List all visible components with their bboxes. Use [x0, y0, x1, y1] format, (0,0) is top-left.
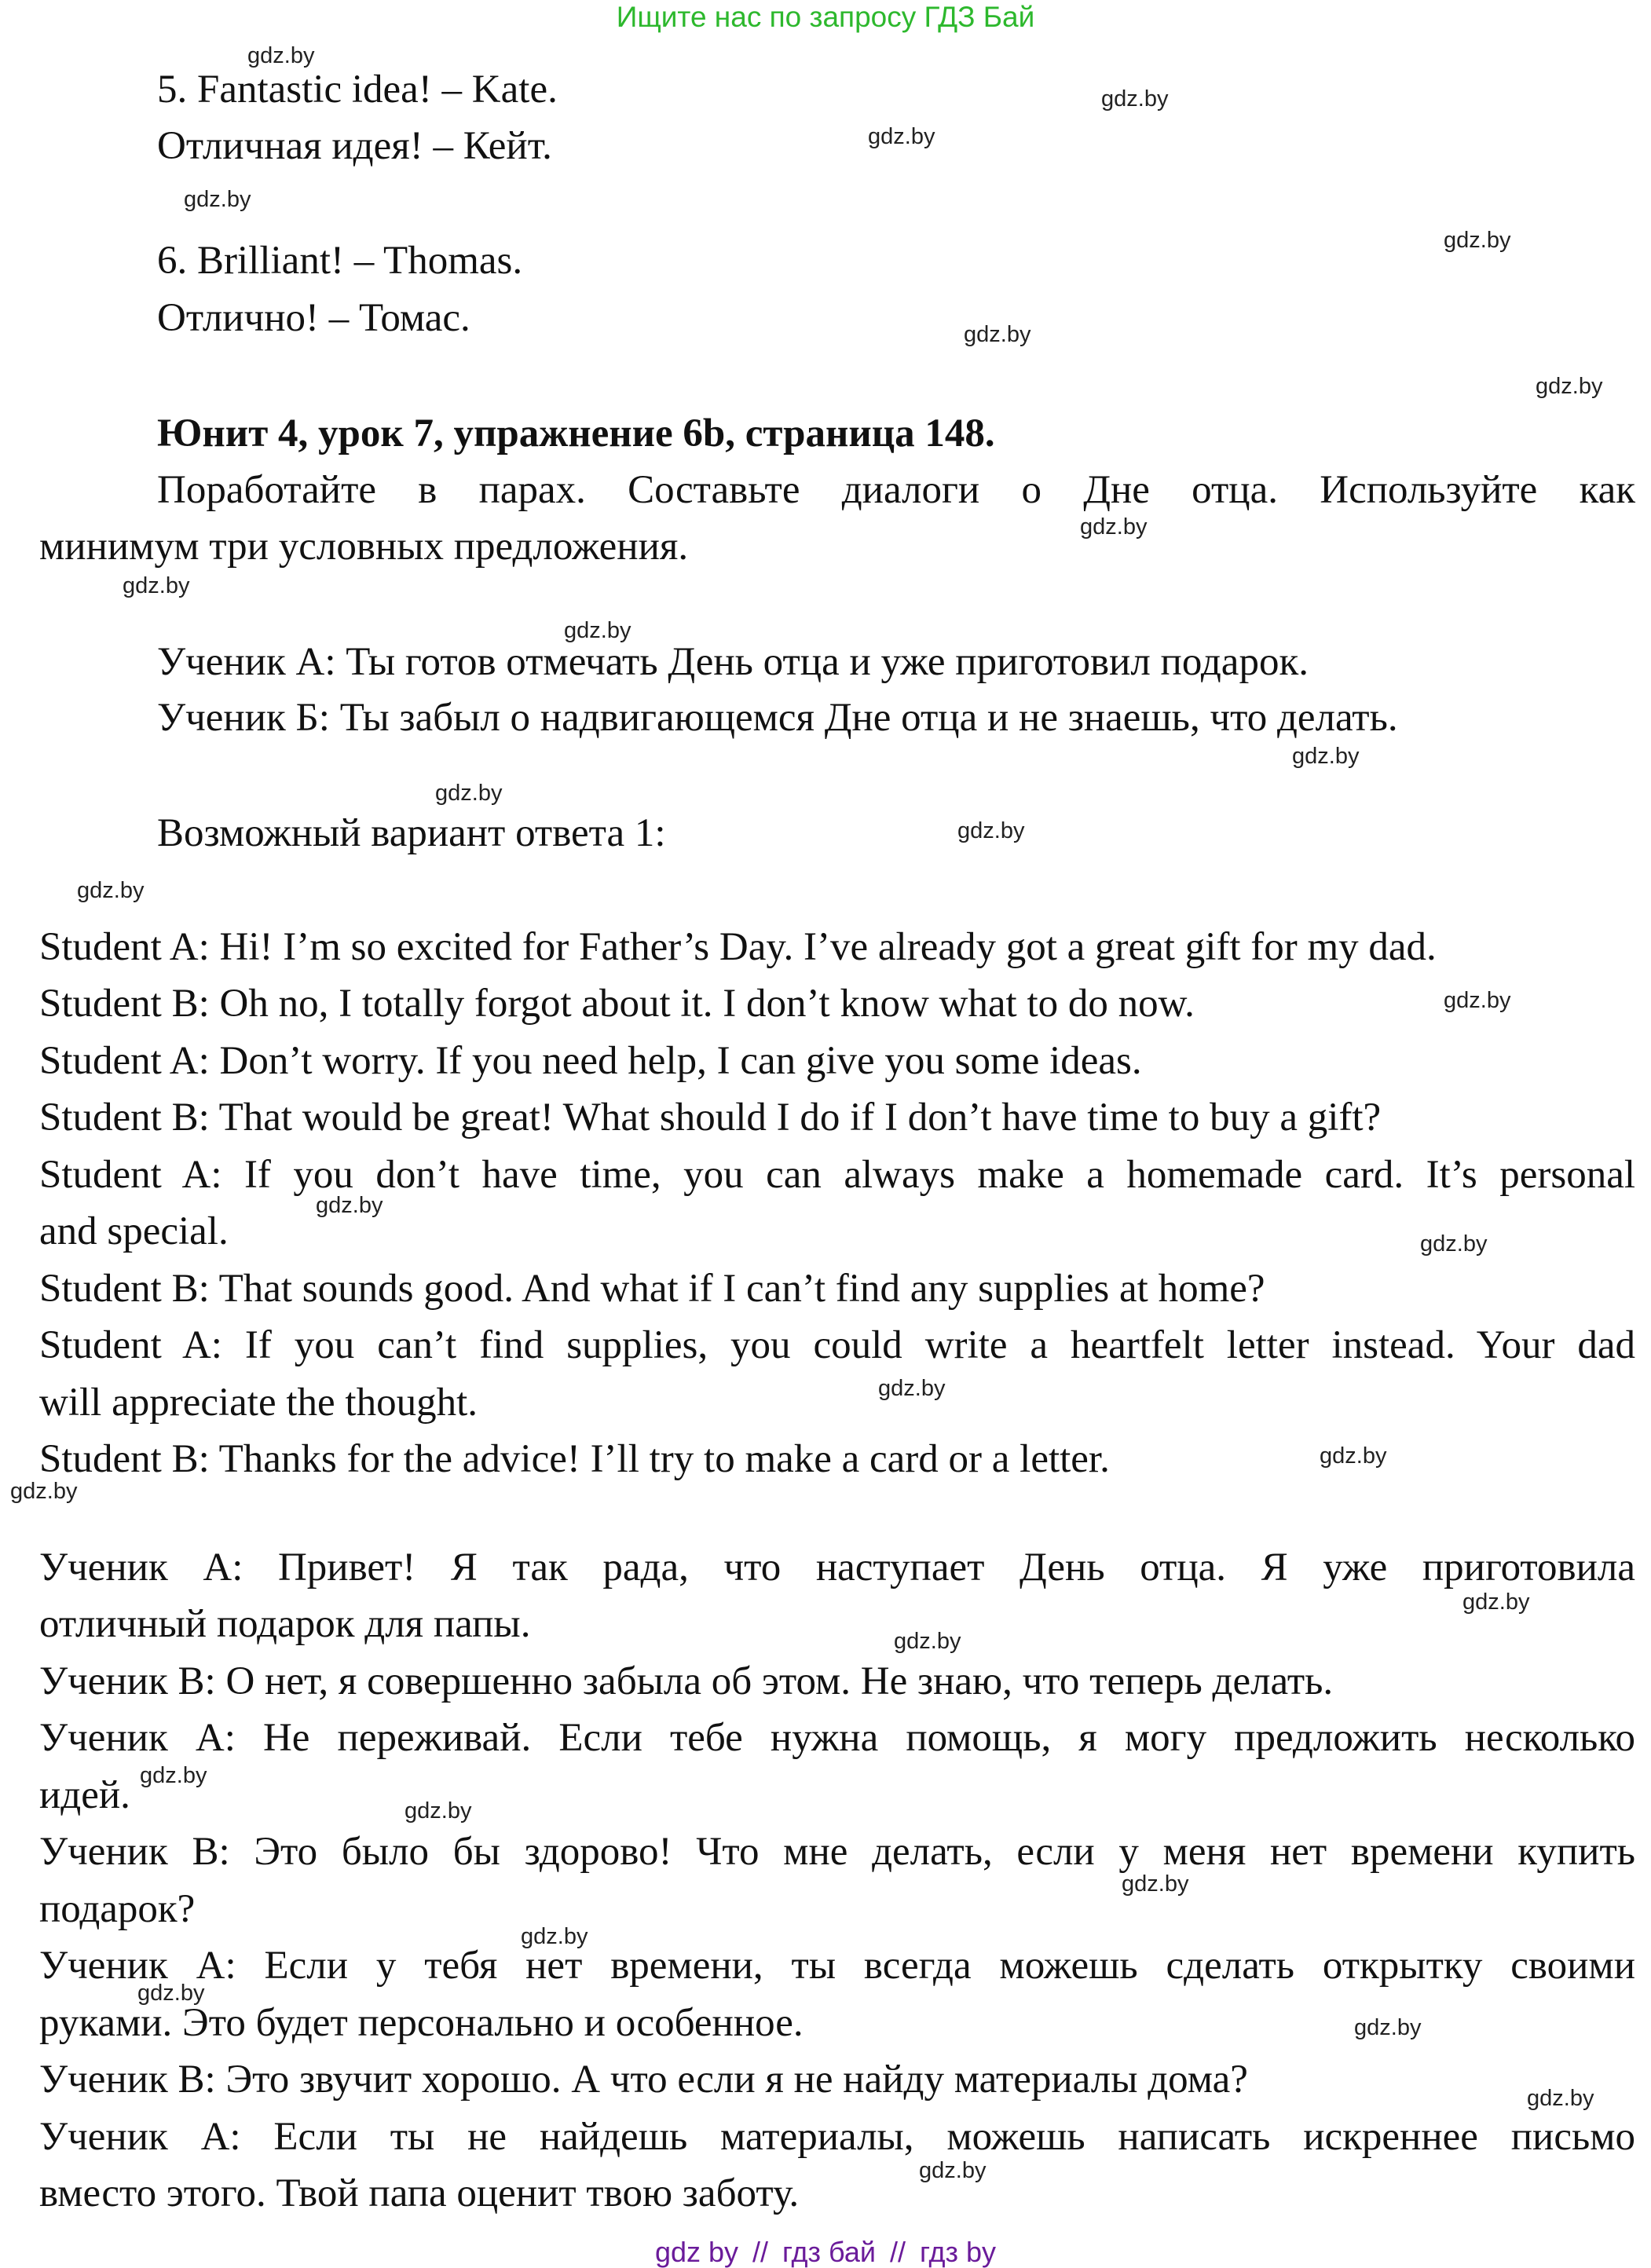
dialogue-ru-line: подарок? — [39, 1887, 196, 1931]
watermark: gdz.by — [247, 43, 315, 68]
watermark: gdz.by — [868, 124, 935, 149]
watermark: gdz.by — [77, 878, 145, 903]
watermark: gdz.by — [1292, 744, 1360, 769]
dialogue-en-line: will appreciate the thought. — [39, 1381, 478, 1425]
dialogue-ru-line: Ученик A: Не переживай. Если тебе нужна помощь, я могу предложить несколько — [39, 1716, 1635, 1760]
line-brilliant-ru: Отлично! – Томас. — [157, 296, 470, 340]
watermark: gdz.by — [435, 781, 503, 806]
dialogue-en-line: Student A: Hi! I’m so excited for Father’s Day. I’ve already got a great gift for my dad. — [39, 925, 1437, 969]
line-fantastic-en: 5. Fantastic idea! – Kate. — [157, 68, 558, 112]
dialogue-ru-line: Ученик B: Это было бы здорово! Что мне делать, если у меня нет времени купить — [39, 1830, 1635, 1874]
task-line-1: Поработайте в парах. Составьте диалоги о Дне отца. Используйте как — [157, 468, 1635, 512]
watermark: gdz.by — [1101, 86, 1169, 112]
watermark: gdz.by — [140, 1763, 207, 1788]
role-a-description: Ученик А: Ты готов отмечать День отца и уже приготовил подарок. — [157, 640, 1309, 684]
dialogue-ru-line: Ученик B: Это звучит хорошо. А что если я не найду материалы дома? — [39, 2058, 1248, 2102]
watermark: gdz.by — [184, 187, 251, 212]
watermark: gdz.by — [1527, 2086, 1594, 2111]
dialogue-ru-line: Ученик B: О нет, я совершенно забыла об этом. Не знаю, что теперь делать. — [39, 1659, 1334, 1703]
dialogue-ru-line: вместо этого. Твой папа оценит твою заботу. — [39, 2171, 800, 2215]
watermark: gdz.by — [957, 818, 1025, 843]
dialogue-en-line: Student A: If you don’t have time, you can always make a homemade card. It’s personal — [39, 1153, 1635, 1197]
line-fantastic-ru: Отличная идея! – Кейт. — [157, 124, 552, 168]
watermark: gdz.by — [919, 2158, 987, 2183]
watermark: gdz.by — [1444, 228, 1511, 253]
footer-link[interactable]: гдз by — [920, 2236, 997, 2268]
dialogue-ru-line: отличный подарок для папы. — [39, 1602, 531, 1646]
dialogue-en-line: Student B: Thanks for the advice! I’ll try to make a card or a letter. — [39, 1437, 1110, 1481]
exercise-heading: Юнит 4, урок 7, упражнение 6b, страница 148. — [157, 412, 995, 455]
dialogue-ru-line: идей. — [39, 1773, 130, 1817]
dialogue-en-line: Student A: If you can’t find supplies, you could write a heartfelt letter instead. Your dad — [39, 1323, 1635, 1367]
watermark: gdz.by — [405, 1798, 472, 1824]
dialogue-en-line: Student B: Oh no, I totally forgot about it. I don’t know what to do now. — [39, 982, 1195, 1026]
watermark: gdz.by — [878, 1376, 946, 1401]
watermark: gdz.by — [564, 618, 631, 643]
search-banner: Ищите нас по запросу ГДЗ Бай — [616, 1, 1035, 33]
watermark: gdz.by — [10, 1479, 78, 1504]
line-brilliant-en: 6. Brilliant! – Thomas. — [157, 239, 523, 283]
footer-separator: // — [752, 2236, 769, 2268]
watermark: gdz.by — [1444, 988, 1511, 1013]
watermark: gdz.by — [1536, 374, 1603, 399]
footer-link[interactable]: gdz by — [654, 2236, 739, 2268]
footer-separator: // — [889, 2236, 906, 2268]
answer-variant-label: Возможный вариант ответа 1: — [157, 811, 666, 855]
watermark: gdz.by — [137, 1981, 205, 2006]
watermark: gdz.by — [894, 1629, 961, 1654]
dialogue-ru-line: Ученик A: Если у тебя нет времени, ты всегда можешь сделать открытку своими — [39, 1944, 1635, 1988]
watermark: gdz.by — [964, 322, 1031, 347]
watermark: gdz.by — [1462, 1589, 1530, 1615]
dialogue-ru-line: руками. Это будет персонально и особенное. — [39, 2001, 804, 2045]
dialogue-ru-line: Ученик A: Если ты не найдешь материалы, можешь написать искреннее письмо — [39, 2115, 1635, 2159]
watermark: gdz.by — [1420, 1231, 1488, 1257]
dialogue-ru-line: Ученик A: Привет! Я так рада, что наступает День отца. Я уже приготовила — [39, 1546, 1635, 1589]
watermark: gdz.by — [521, 1924, 588, 1949]
task-line-2: минимум три условных предложения. — [39, 525, 689, 569]
footer-link[interactable]: гдз бай — [782, 2236, 876, 2268]
watermark: gdz.by — [123, 573, 190, 598]
role-b-description: Ученик Б: Ты забыл о надвигающемся Дне отца и не знаешь, что делать. — [157, 696, 1398, 740]
footer-links — [0, 2237, 1651, 2268]
watermark: gdz.by — [1354, 2015, 1422, 2040]
watermark: gdz.by — [1080, 514, 1148, 540]
dialogue-en-line: Student B: That would be great! What should I do if I don’t have time to buy a gift? — [39, 1096, 1382, 1139]
dialogue-en-line: Student B: That sounds good. And what if I can’t find any supplies at home? — [39, 1267, 1265, 1311]
dialogue-en-line: Student A: Don’t worry. If you need help, I can give you some ideas. — [39, 1039, 1142, 1083]
watermark: gdz.by — [1122, 1871, 1189, 1897]
watermark: gdz.by — [316, 1193, 383, 1218]
watermark: gdz.by — [1320, 1443, 1387, 1469]
dialogue-en-line: and special. — [39, 1209, 229, 1253]
